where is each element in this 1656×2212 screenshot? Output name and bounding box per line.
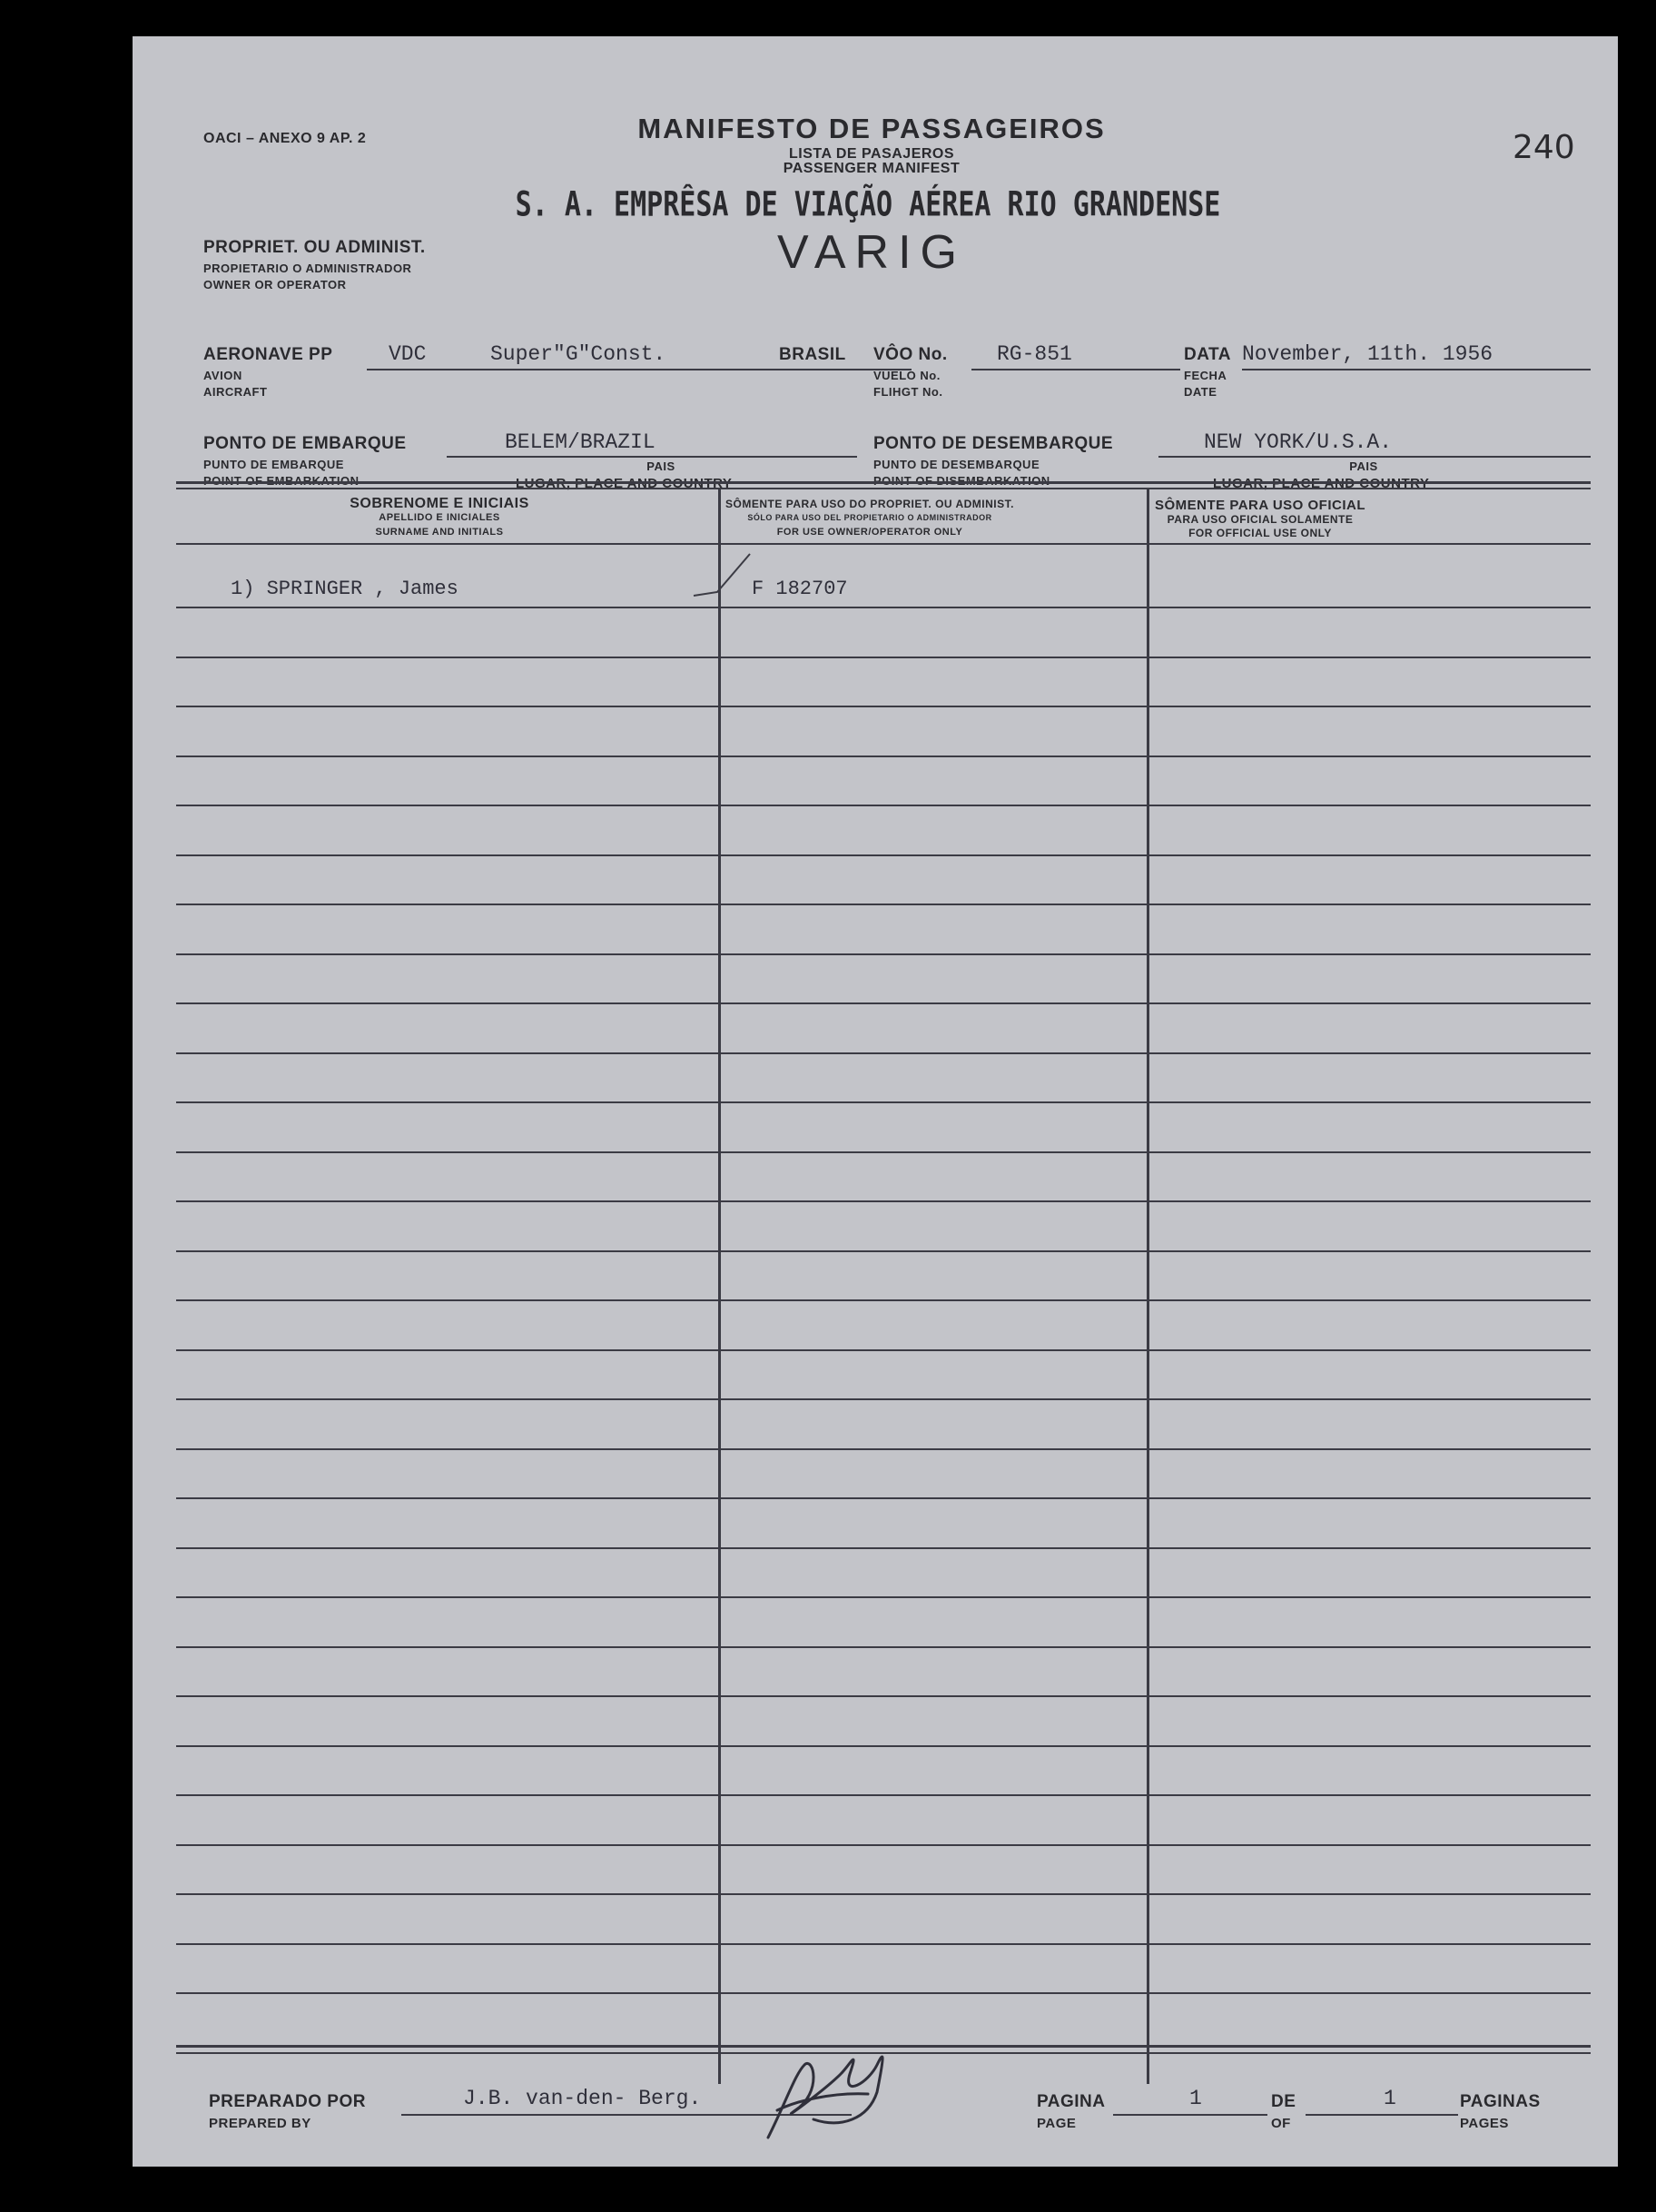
embarkation-label-es: PUNTO DE EMBARQUE bbox=[203, 458, 344, 471]
total-pages-value: 1 bbox=[1384, 2087, 1396, 2110]
col3-header: SÔMENTE PARA USO OFICIAL bbox=[1154, 498, 1366, 513]
col1-header: SOBRENOME E INICIAIS bbox=[350, 496, 529, 511]
prepared-value: J.B. van-den- Berg. bbox=[463, 2087, 702, 2110]
embarkation-underline bbox=[447, 456, 857, 458]
table-row-line bbox=[176, 1299, 1591, 1301]
col3-header-en: FOR OFFICIAL USE ONLY bbox=[1188, 527, 1332, 539]
table-row-line bbox=[176, 1497, 1591, 1499]
table-row-name: 1) SPRINGER , James bbox=[231, 578, 458, 600]
disembarkation-label: PONTO DE DESEMBARQUE bbox=[873, 434, 1114, 453]
flight-underline bbox=[971, 369, 1180, 370]
table-row-line bbox=[176, 1398, 1591, 1400]
page-underline bbox=[1113, 2114, 1267, 2116]
page-label-en: PAGE bbox=[1037, 2116, 1077, 2131]
aircraft-registration: VDC bbox=[389, 342, 427, 366]
table-row-line bbox=[176, 1646, 1591, 1648]
date-value: November, 11th. 1956 bbox=[1242, 342, 1493, 366]
page-value: 1 bbox=[1189, 2087, 1202, 2110]
aircraft-label: AERONAVE PP bbox=[203, 345, 333, 364]
airline-name: S. A. EMPRÊSA DE VIAÇÃO AÉREA RIO GRANDENSE bbox=[515, 184, 1221, 225]
disembarkation-value: NEW YORK/U.S.A. bbox=[1204, 430, 1393, 454]
table-row-line bbox=[176, 1002, 1591, 1004]
owner-label-en: OWNER OR OPERATOR bbox=[203, 278, 347, 291]
table-row-line bbox=[176, 1547, 1591, 1549]
page-number: 240 bbox=[1513, 129, 1575, 166]
embarkation-sub-pais: PAIS bbox=[646, 459, 675, 473]
table-row-line bbox=[176, 1052, 1591, 1054]
tick-mark-icon bbox=[690, 547, 754, 601]
aircraft-underline bbox=[367, 369, 912, 370]
col2-header-es: SÓLO PARA USO DEL PROPIETARIO O ADMINISTRADOR bbox=[747, 513, 992, 522]
prepared-label: PREPARADO POR bbox=[209, 2092, 366, 2111]
embarkation-value: BELEM/BRAZIL bbox=[505, 430, 656, 454]
table-row-line bbox=[176, 755, 1591, 757]
table-row-line bbox=[176, 1695, 1591, 1697]
table-row-line bbox=[176, 1596, 1591, 1598]
table-row-line bbox=[176, 1992, 1591, 1994]
page-label: PAGINA bbox=[1037, 2092, 1106, 2111]
disembarkation-sub-pais: PAIS bbox=[1349, 459, 1378, 473]
table-row-owner-use: F 182707 bbox=[752, 578, 848, 600]
table-row-line bbox=[176, 1250, 1591, 1252]
aircraft-label-en: AIRCRAFT bbox=[203, 385, 268, 399]
aircraft-type: Super"G"Const. bbox=[490, 342, 666, 366]
table-row-line bbox=[176, 607, 1591, 608]
disembarkation-underline bbox=[1158, 456, 1591, 458]
header-bottom-border bbox=[176, 543, 1591, 545]
date-label-en: DATE bbox=[1184, 385, 1217, 399]
flight-label-en: FLIHGT No. bbox=[873, 385, 943, 399]
col2-header: SÔMENTE PARA USO DO PROPRIET. OU ADMINIST. bbox=[725, 498, 1014, 510]
signature-icon bbox=[741, 2038, 913, 2147]
disembarkation-label-es: PUNTO DE DESEMBARQUE bbox=[873, 458, 1040, 471]
aircraft-country: BRASIL bbox=[779, 345, 846, 364]
embarkation-label: PONTO DE EMBARQUE bbox=[203, 434, 407, 453]
table-row-line bbox=[176, 904, 1591, 905]
col2-header-en: FOR USE OWNER/OPERATOR ONLY bbox=[776, 527, 963, 538]
table-row-line bbox=[176, 805, 1591, 806]
table-row-line bbox=[176, 1794, 1591, 1796]
annex-reference: OACI – ANEXO 9 AP. 2 bbox=[203, 131, 367, 146]
of-label: DE bbox=[1271, 2092, 1296, 2111]
table-row-line bbox=[176, 1349, 1591, 1351]
date-underline bbox=[1242, 369, 1591, 370]
prepared-label-en: PREPARED BY bbox=[209, 2116, 311, 2131]
table-row-line bbox=[176, 1943, 1591, 1945]
flight-number: RG-851 bbox=[997, 342, 1072, 366]
table-row-line bbox=[176, 854, 1591, 856]
col1-header-es: APELLIDO E INICIALES bbox=[379, 512, 500, 523]
flight-label: VÔO No. bbox=[873, 345, 948, 364]
subtitle-en: PASSENGER MANIFEST bbox=[783, 161, 961, 176]
pages-label-en: PAGES bbox=[1460, 2116, 1509, 2131]
date-label-es: FECHA bbox=[1184, 369, 1227, 382]
table-row-line bbox=[176, 1844, 1591, 1846]
table-row-line bbox=[176, 1745, 1591, 1747]
total-underline bbox=[1306, 2114, 1458, 2116]
airline-logo-varig: VARIG bbox=[777, 226, 966, 279]
table-top-border bbox=[176, 481, 1591, 484]
owner-label-es: PROPIETARIO O ADMINISTRADOR bbox=[203, 262, 412, 275]
pages-label: PAGINAS bbox=[1460, 2092, 1541, 2111]
table-row-line bbox=[176, 1448, 1591, 1450]
col1-header-en: SURNAME AND INITIALS bbox=[375, 527, 504, 538]
manifest-title: MANIFESTO DE PASSAGEIROS bbox=[637, 113, 1106, 144]
date-label: DATA bbox=[1184, 345, 1231, 364]
manifest-page bbox=[133, 36, 1618, 2167]
col3-header-es: PARA USO OFICIAL SOLAMENTE bbox=[1167, 513, 1354, 526]
of-label-en: OF bbox=[1271, 2116, 1291, 2131]
table-row-line bbox=[176, 1893, 1591, 1895]
flight-label-es: VUELO No. bbox=[873, 369, 941, 382]
table-row-line bbox=[176, 1200, 1591, 1202]
table-row-line bbox=[176, 1101, 1591, 1103]
owner-label: PROPRIET. OU ADMINIST. bbox=[203, 238, 426, 257]
table-row-line bbox=[176, 706, 1591, 707]
subtitle-es: LISTA DE PASAJEROS bbox=[788, 146, 955, 162]
table-top-border-inner bbox=[176, 488, 1591, 489]
table-row-line bbox=[176, 953, 1591, 955]
table-row-line bbox=[176, 1151, 1591, 1153]
aircraft-label-es: AVION bbox=[203, 369, 242, 382]
table-row-line bbox=[176, 657, 1591, 658]
